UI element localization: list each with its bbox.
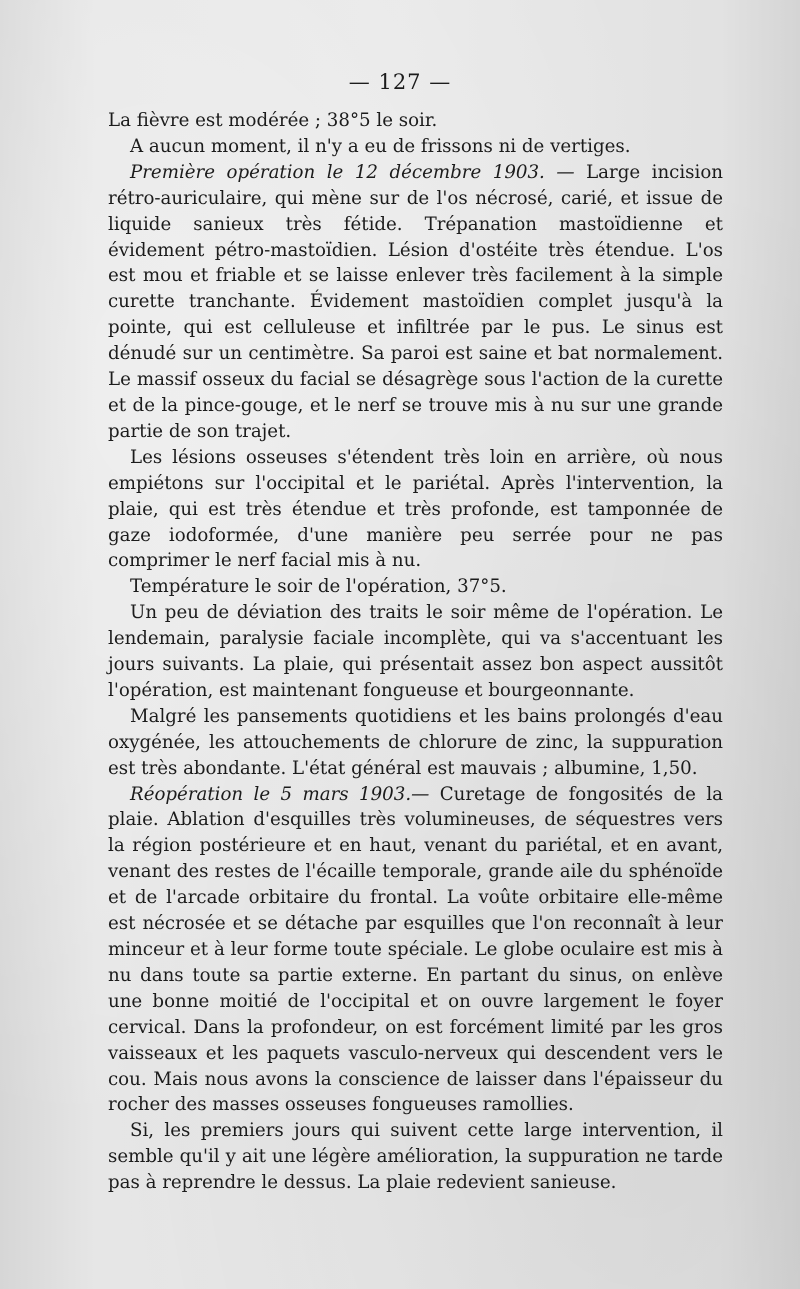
paragraph: Les lésions osseuses s'étendent très loin en arrière, où nous empiétons sur l'occipital et le pariétal. Après l'intervention, la plaie, qui est très étendue et très profonde, est tamponnée de gaze iodoformée, d'une manière peu serrée pour ne pas comprimer le nerf facial mis à nu. [108, 446, 723, 572]
reoperation-heading: Réopération le 5 mars 1903.— [130, 783, 430, 805]
paragraph: Un peu de déviation des traits le soir même de l'opération. Le lendemain, paralysie faciale incomplète, qui va s'accentuant les jours suivants. La plaie, qui présentait assez bon aspect aussitôt l'opération, est maintenant fongueuse et bourgeonnante. [108, 602, 723, 701]
body-text [108, 108, 723, 1196]
paragraph [108, 160, 723, 445]
paragraph [108, 782, 723, 1119]
paragraph: La fièvre est modérée ; 38°5 le soir. [108, 110, 438, 131]
paragraph: Malgré les pansements quotidiens et les bains prolongés d'eau oxygénée, les attouchements de chlorure de zinc, la suppuration est très abondante. L'état général est mauvais ; albumine, 1,50. [108, 705, 723, 779]
paragraph-text: Large incision rétro-auriculaire, qui mène sur de l'os nécrosé, carié, et issue de liquide sanieux très fétide. Trépanation mastoïdienne et évidement pétro-mastoïdien. Lésion d'ostéite très étendue. L'os est mou et friable et se laisse enlever très facilement à la simple curette tranchante. Évidement mastoïdien complet jusqu'à la pointe, qui est celluleuse et infiltrée par le pus. Le sinus est dénudé sur un centimètre. Sa paroi est saine et bat normalement. Le massif osseux du facial se désagrège sous l'action de la curette et de la pince-gouge, et le nerf se trouve mis à nu sur une grande partie de son trajet. [108, 161, 724, 442]
paragraph: Température le soir de l'opération, 37°5. [130, 576, 507, 598]
page-number: — 127 — [348, 70, 452, 94]
operation-heading: Première opération le 12 décembre 1903. — [130, 161, 575, 183]
paragraph: A aucun moment, il n'y a eu de frissons ni de vertiges. [130, 135, 631, 157]
paragraph: Si, les premiers jours qui suivent cette large intervention, il semble qu'il y ait une légère amélioration, la suppuration ne tarde pas à reprendre le dessus. La plaie redevient sanieuse. [108, 1120, 723, 1194]
paragraph-text: Curetage de fongosités de la plaie. Ablation d'esquilles très volumineuses, de séquestres vers la région postérieure et en haut, venant du pariétal, et en avant, venant des restes de l'écaille temporale, grande aile du sphénoïde et de l'arcade orbitaire du frontal. La voûte orbitaire elle-même est nécrosée et se détache par esquilles que l'on reconnaît à leur minceur et à leur forme toute spéciale. Le globe oculaire est mis à nu dans toute sa partie externe. En partant du sinus, on enlève une bonne moitié de l'occipital et on ouvre largement le foyer cervical. Dans la profondeur, on est forcément limité par les gros vaisseaux et les paquets vasculo-nerveux qui descendent vers le cou. Mais nous avons la conscience de laisser dans l'épaisseur du rocher des masses osseuses fongueuses ramollies. [108, 783, 723, 1116]
